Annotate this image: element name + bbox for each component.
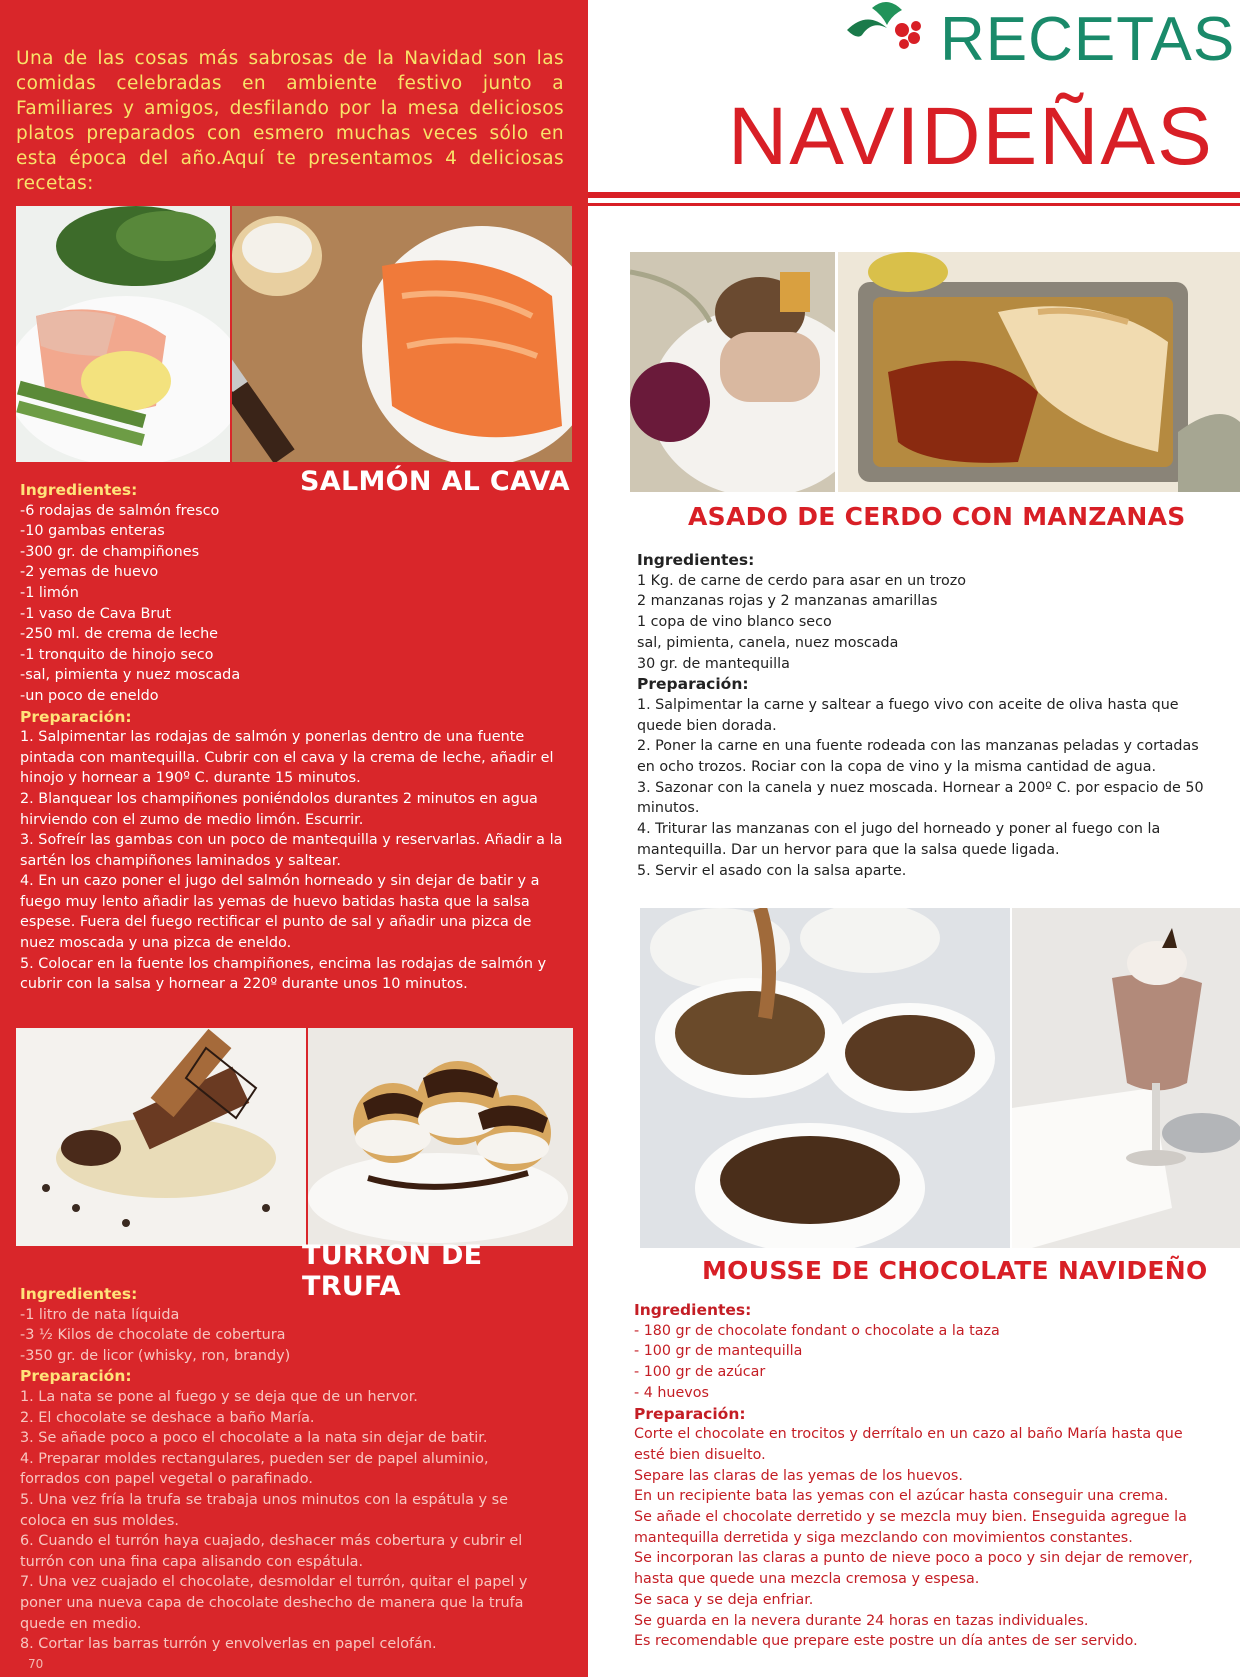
salmon-preparation-label: Preparación: xyxy=(20,707,132,726)
step-line: turrón con una fina capa alisando con espátula. xyxy=(20,1553,364,1570)
step-line: 1. La nata se pone al fuego y se deja que de un hervor. xyxy=(20,1388,418,1405)
cerdo-preparation-label: Preparación: xyxy=(637,675,749,694)
salmon-ingredients-label: Ingredientes: xyxy=(20,481,138,499)
list-item: -250 ml. de crema de leche xyxy=(20,626,219,643)
cerdo-ingredients-label: Ingredientes: xyxy=(637,551,755,569)
step-line: 1. Salpimentar la carne y saltear a fuego vivo con aceite de oliva hasta que xyxy=(637,696,1179,713)
step-line: minutos. xyxy=(637,800,700,817)
list-item: - 180 gr de chocolate fondant o chocolate a la taza xyxy=(634,1322,1000,1339)
mousse-photo-glass xyxy=(1012,908,1240,1248)
list-item: sal, pimienta, canela, nuez moscada xyxy=(637,634,899,651)
step-line: 4. En un cazo poner el jugo del salmón horneado y sin dejar de batir y a xyxy=(20,873,540,890)
step-line: 4. Preparar moldes rectangulares, pueden ser de papel aluminio, xyxy=(20,1450,489,1467)
step-line: quede bien dorada. xyxy=(637,717,777,734)
turron-title: TURRON DE TRUFA xyxy=(302,1240,483,1302)
step-line: 6. Cuando el turrón haya cuajado, deshacer más cobertura y cubrir el xyxy=(20,1533,523,1550)
cerdo-photo-roast xyxy=(838,252,1240,492)
list-item: -sal, pimienta y nuez moscada xyxy=(20,667,241,684)
list-item: -3 ½ Kilos de chocolate de cobertura xyxy=(20,1327,286,1344)
step-line: coloca en sus moldes. xyxy=(20,1512,179,1529)
intro-text: Una de las cosas más sabrosas de la Navidad son las comidas celebradas en ambiente festivo junto a Familiares y amigos, desfilando por la mesa deliciosos platos preparados con esmero muchas veces sólo en esta época del año.Aquí te presentamos 4 deliciosas recetas: xyxy=(16,48,564,194)
header-navidenas: NAVIDEÑAS xyxy=(728,91,1214,182)
step-line: 8. Cortar las barras turrón y envolverlas en papel celofán. xyxy=(20,1636,437,1653)
list-item: -350 gr. de licor (whisky, ron, brandy) xyxy=(20,1347,291,1364)
list-item: 2 manzanas rojas y 2 manzanas amarillas xyxy=(637,593,938,610)
cerdo-title: ASADO DE CERDO CON MANZANAS xyxy=(688,502,1186,531)
cerdo-recipe xyxy=(637,550,1237,881)
list-item: - 100 gr de mantequilla xyxy=(634,1343,803,1360)
step-line: 2. Poner la carne en una fuente rodeada con las manzanas peladas y cortadas xyxy=(637,738,1199,755)
mousse-preparation-label: Preparación: xyxy=(634,1404,746,1423)
turron-photo-profiteroles xyxy=(308,1028,573,1246)
step-line: Corte el chocolate en trocitos y derrítalo en un cazo al baño María hasta que xyxy=(634,1426,1183,1443)
step-line: 5. Servir el asado con la salsa aparte. xyxy=(637,862,907,879)
step-line: 7. Una vez cuajado el chocolate, desmoldar el turrón, quitar el papel y xyxy=(20,1574,528,1591)
step-line: Se añade el chocolate derretido y se mezcla muy bien. Enseguida agregue la xyxy=(634,1509,1187,1526)
turron-preparation-label: Preparación: xyxy=(20,1367,132,1386)
left-column xyxy=(0,0,588,1677)
list-item: - 100 gr de azúcar xyxy=(634,1364,766,1381)
list-item: -1 litro de nata líquida xyxy=(20,1306,180,1323)
list-item: -1 vaso de Cava Brut xyxy=(20,605,172,622)
step-line: pintada con mantequilla. Cubrir con el cava y la crema de leche, añadir el xyxy=(20,749,554,766)
salmon-recipe xyxy=(20,480,575,995)
header-rule-top xyxy=(588,192,1240,198)
turron-ingredients-label: Ingredientes: xyxy=(20,1285,138,1303)
step-line: 2. Blanquear los champiñones poniéndolos durantes 2 minutos en agua xyxy=(20,790,538,807)
step-line: espese. Fuera del fuego rectificar el punto de sal y añadir una pizca de xyxy=(20,914,532,931)
list-item: -2 yemas de huevo xyxy=(20,564,159,581)
step-line: 3. Sofreír las gambas con un poco de mantequilla y reservarlas. Añadir a la xyxy=(20,832,563,849)
list-item: -6 rodajas de salmón fresco xyxy=(20,502,220,519)
step-line: quede en medio. xyxy=(20,1615,142,1632)
mousse-photo-ramekins xyxy=(640,908,1010,1248)
step-line: en ocho trozos. Rociar con la copa de vino y la misma cantidad de agua. xyxy=(637,759,1157,776)
list-item: -1 tronquito de hinojo seco xyxy=(20,646,214,663)
step-line: 3. Se añade poco a poco el chocolate a la nata sin dejar de batir. xyxy=(20,1430,488,1447)
salmon-photo-smoked xyxy=(232,206,572,462)
step-line: Separe las claras de las yemas de los huevos. xyxy=(634,1467,963,1484)
step-line: poner una nueva capa de chocolate deshecho de manera que la trufa xyxy=(20,1594,524,1611)
turron-photo-plate xyxy=(16,1028,306,1246)
step-line: forrados con papel vegetal o parafinado. xyxy=(20,1471,313,1488)
header-rule-bottom xyxy=(588,203,1240,206)
page-number: 70 xyxy=(28,1657,44,1671)
step-line: 3. Sazonar con la canela y nuez moscada. Hornear a 200º C. por espacio de 50 xyxy=(637,779,1204,796)
mousse-title: MOUSSE DE CHOCOLATE NAVIDEÑO xyxy=(702,1256,1208,1285)
step-line: esté bien disuelto. xyxy=(634,1446,766,1463)
list-item: 1 Kg. de carne de cerdo para asar en un trozo xyxy=(637,572,966,589)
list-item: -300 gr. de champiñones xyxy=(20,543,200,560)
step-line: hirviendo con el zumo de medio limón. Escurrir. xyxy=(20,811,364,828)
step-line: 5. Colocar en la fuente los champiñones, encima las rodajas de salmón y xyxy=(20,955,547,972)
list-item: -10 gambas enteras xyxy=(20,523,165,540)
step-line: nuez moscada y una pizca de eneldo. xyxy=(20,935,292,952)
step-line: cubrir con la salsa y hornear a 220º durante unos 10 minutos. xyxy=(20,976,468,993)
mousse-recipe xyxy=(634,1300,1234,1652)
turron-recipe xyxy=(20,1284,575,1655)
salmon-title: SALMÓN AL CAVA xyxy=(300,466,570,497)
step-line: sartén los champiñones laminados y saltear. xyxy=(20,852,341,869)
step-line: Se saca y se deja enfriar. xyxy=(634,1591,814,1608)
step-line: 4. Triturar las manzanas con el jugo del horneado y poner al fuego con la xyxy=(637,821,1161,838)
step-line: fuego muy lento añadir las yemas de huevo batidas hasta que la salsa xyxy=(20,893,530,910)
step-line: hinojo y hornear a 190º C. durante 15 minutos. xyxy=(20,770,361,787)
cerdo-photo-plate xyxy=(630,252,835,492)
step-line: hasta que quede una mezcla cremosa y espesa. xyxy=(634,1571,980,1588)
mousse-ingredients-label: Ingredientes: xyxy=(634,1301,752,1319)
step-line: mantequilla. Dar un hervor para que la salsa quede ligada. xyxy=(637,841,1060,858)
salmon-photo-plate xyxy=(16,206,230,462)
step-line: Se incorporan las claras a punto de nieve poco a poco y sin dejar de remover, xyxy=(634,1550,1193,1567)
step-line: mantequilla derretida y siga mezclando con movimientos constantes. xyxy=(634,1529,1133,1546)
list-item: 30 gr. de mantequilla xyxy=(637,655,790,672)
list-item: -1 limón xyxy=(20,584,79,601)
step-line: Es recomendable que prepare este postre un día antes de ser servido. xyxy=(634,1633,1138,1650)
step-line: 1. Salpimentar las rodajas de salmón y ponerlas dentro de una fuente xyxy=(20,729,525,746)
header-recetas: RECETAS xyxy=(940,5,1236,74)
step-line: 5. Una vez fría la trufa se trabaja unos minutos con la espátula y se xyxy=(20,1491,508,1508)
holly-icon xyxy=(842,0,942,60)
list-item: - 4 huevos xyxy=(634,1384,709,1401)
step-line: 2. El chocolate se deshace a baño María. xyxy=(20,1409,315,1426)
list-item: -un poco de eneldo xyxy=(20,687,159,704)
step-line: En un recipiente bata las yemas con el azúcar hasta conseguir una crema. xyxy=(634,1488,1169,1505)
step-line: Se guarda en la nevera durante 24 horas en tazas individuales. xyxy=(634,1612,1089,1629)
list-item: 1 copa de vino blanco seco xyxy=(637,614,832,631)
